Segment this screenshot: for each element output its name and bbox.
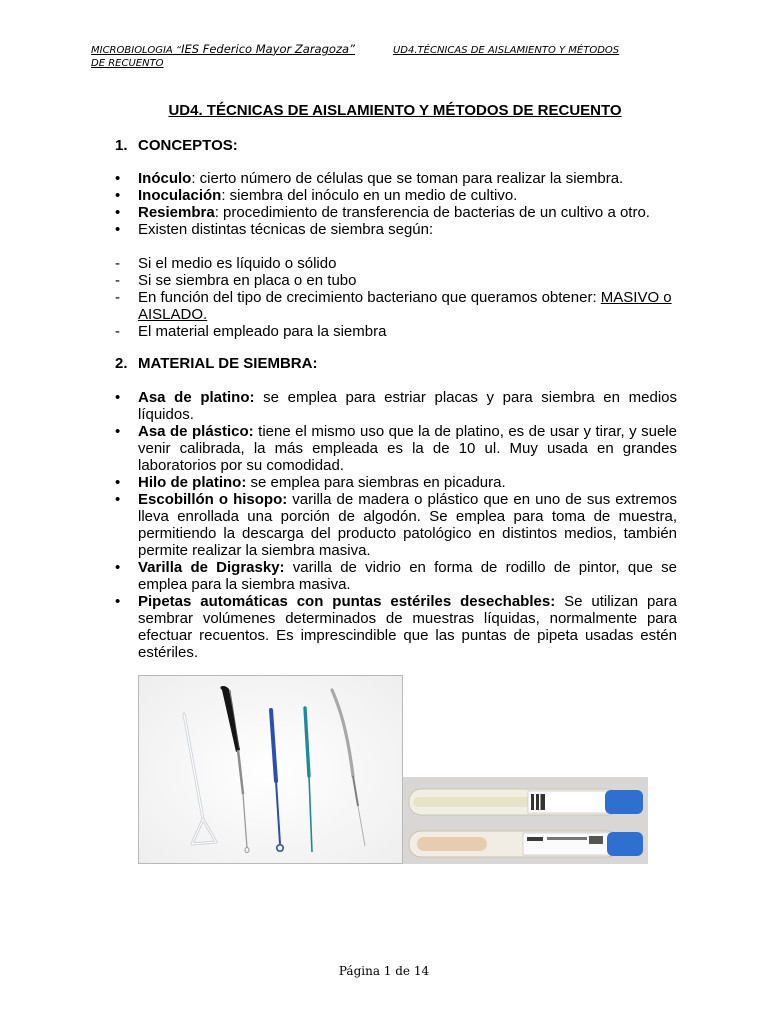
list-item — [115, 423, 677, 474]
swab-tubes-photo — [403, 777, 648, 864]
inoculation-tools-photo — [138, 675, 403, 864]
bullet-icon: • — [115, 187, 121, 204]
header-unit: UD4.TÉCNICAS DE AISLAMIENTO Y MÉTODOS — [392, 45, 620, 56]
list-item — [115, 272, 677, 289]
definition: Existen distintas técnicas de siembra según: — [138, 221, 434, 238]
bullet-icon: • — [115, 474, 121, 491]
criteria-list — [115, 255, 677, 340]
list-item — [115, 204, 677, 221]
list-text: En función del tipo de crecimiento bacteriano que queramos obtener: — [138, 289, 601, 306]
section-2-title: MATERIAL DE SIEMBRA: — [138, 355, 318, 372]
bullet-icon: • — [115, 593, 121, 610]
section-1-heading — [115, 137, 238, 154]
section-2-number: 2. — [115, 355, 128, 372]
dash-icon: - — [115, 255, 120, 272]
list-item — [115, 389, 677, 423]
definition: se emplea para siembras en picadura. — [246, 474, 506, 491]
section-1-number: 1. — [115, 137, 128, 154]
dash-icon: - — [115, 272, 120, 289]
list-item — [115, 593, 677, 661]
list-item — [115, 289, 678, 323]
definition: varilla de vidrio en forma de rodillo de pintor, que se emplea para la siembra masiva. — [138, 559, 677, 593]
bullet-icon: • — [115, 491, 121, 508]
materials-list — [115, 389, 677, 661]
concepts-list — [115, 170, 677, 238]
bullet-icon: • — [115, 221, 121, 238]
swab-tube-icon — [409, 831, 643, 857]
term: Hilo de platino: — [138, 474, 247, 491]
definition: se emplea para estriar placas y para siembra en medios líquidos. — [138, 389, 677, 423]
dash-icon: - — [115, 289, 120, 306]
term: Resiembra — [138, 204, 215, 221]
term: Inóculo — [138, 170, 192, 187]
document-title: UD4. TÉCNICAS DE AISLAMIENTO Y MÉTODOS DE RECUENTO — [168, 102, 622, 119]
header-unit-continued: DE RECUENTO — [91, 58, 164, 69]
bullet-icon: • — [115, 170, 121, 187]
list-item — [115, 255, 677, 272]
list-text: El material empleado para la siembra — [138, 323, 387, 340]
dash-icon: - — [115, 323, 120, 340]
term: Asa de plástico: — [138, 423, 254, 440]
list-item — [115, 323, 677, 340]
list-item — [115, 170, 677, 187]
list-item — [115, 491, 677, 559]
header-school: IES Federico Mayor Zaragoza” — [181, 42, 355, 56]
list-text: Si se siembra en placa o en tubo — [138, 272, 357, 289]
definition: Se utilizan para sembrar volúmenes determinados de muestras líquidas, normalmente para efectuar recuentos. Es imprescindible que las puntas de pipeta usadas estén estériles. — [138, 593, 677, 661]
section-1-title: CONCEPTOS: — [138, 137, 238, 154]
page-number: Página 1 de 14 — [338, 964, 430, 978]
bullet-icon: • — [115, 389, 121, 406]
list-item — [115, 474, 677, 491]
definition: : procedimiento de transferencia de bacterias de un cultivo a otro. — [214, 204, 650, 221]
term: Escobillón o hisopo: — [138, 491, 288, 508]
definition: : cierto número de células que se toman para realizar la siembra. — [191, 170, 624, 187]
term: Asa de platino: — [138, 389, 255, 406]
running-header — [91, 43, 681, 70]
bullet-icon: • — [115, 559, 121, 576]
bullet-icon: • — [115, 204, 121, 221]
term: Varilla de Digrasky: — [138, 559, 285, 576]
list-item — [115, 559, 677, 593]
definition: varilla de madera o plástico que en uno de sus extremos lleva enrollada una porción de algodón. Se emplea para toma de muestra, permitiendo la descarga del producto patológico en distintos medios, también permite realizar la siembra masiva. — [138, 491, 677, 559]
list-text: Si el medio es líquido o sólido — [138, 255, 337, 272]
bullet-icon: • — [115, 423, 121, 440]
section-2-heading — [115, 355, 317, 372]
term: Pipetas automáticas con puntas estériles desechables: — [138, 593, 556, 610]
swab-tube-icon — [409, 789, 643, 815]
definition: tiene el mismo uso que la de platino, es de usar y tirar, y suele venir calibrada, la más empleada es la de 10 ul. Muy usada en grandes laboratorios por su comodidad. — [138, 423, 677, 474]
growth-types: MASIVO o AISLADO. — [138, 289, 672, 323]
list-item — [115, 187, 677, 204]
term: Inoculación — [138, 187, 222, 204]
definition: : siembra del inóculo en un medio de cultivo. — [221, 187, 518, 204]
header-subject: MICROBIOLOGIA “ — [91, 45, 182, 56]
list-item — [115, 221, 677, 238]
